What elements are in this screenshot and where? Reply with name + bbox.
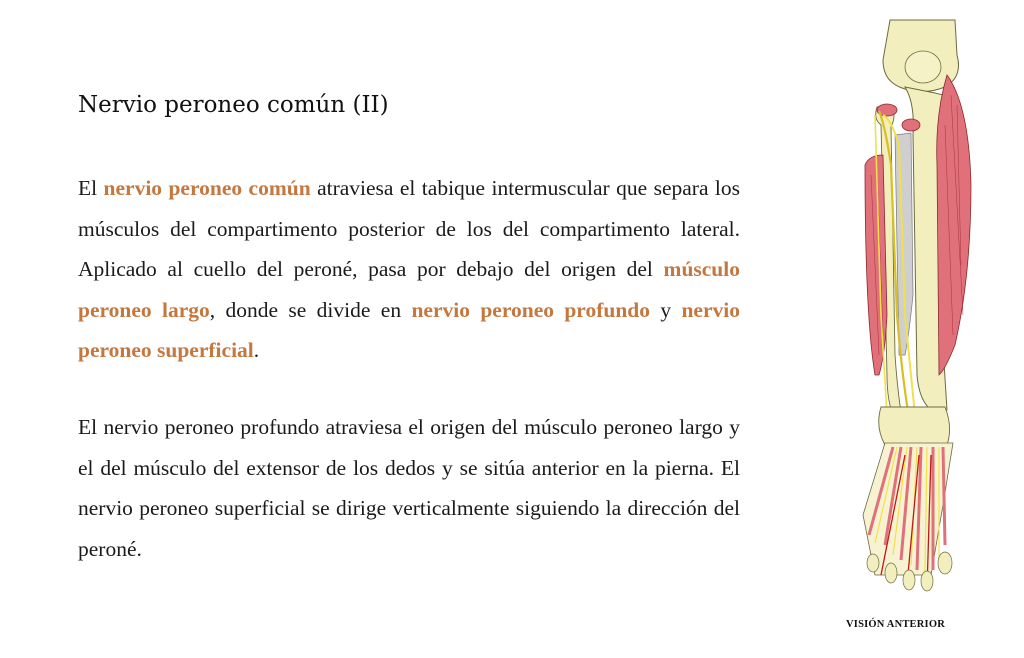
p1-text-2: atraviesa el tabique intermuscular que separa los músculos del compartimento posterior de los del compartimento lateral. Aplicado al cuello del peroné, pasa por debajo del origen del	[78, 176, 740, 281]
page-title: Nervio peroneo común (II)	[78, 92, 389, 118]
figure-caption: VISIÓN ANTERIOR	[846, 619, 945, 630]
paragraph-2: El nervio peroneo profundo atraviesa el origen del músculo peroneo largo y el del músculo del extensor de los dedos y se sitúa anterior en la pierna. El nervio peroneo superficial se dirige verticalmente siguiendo la dirección del peroné.	[78, 415, 740, 561]
leg-anatomy-illustration	[835, 15, 985, 610]
p1-text-1: El	[78, 176, 104, 200]
p1-text-4: y	[650, 297, 682, 322]
p1-text-5: .	[253, 338, 260, 362]
term-musculo-peroneo-largo: músculo peroneo largo	[78, 257, 740, 322]
term-nervio-peroneo-superficial: nervio peroneo superficial	[78, 297, 740, 362]
p1-text-3: , donde se divide en	[209, 297, 412, 322]
paragraph-1	[78, 168, 740, 371]
term-nervio-peroneo-profundo: nervio peroneo profundo	[411, 297, 650, 322]
term-nervio-peroneo-comun: nervio peroneo común	[103, 176, 311, 200]
